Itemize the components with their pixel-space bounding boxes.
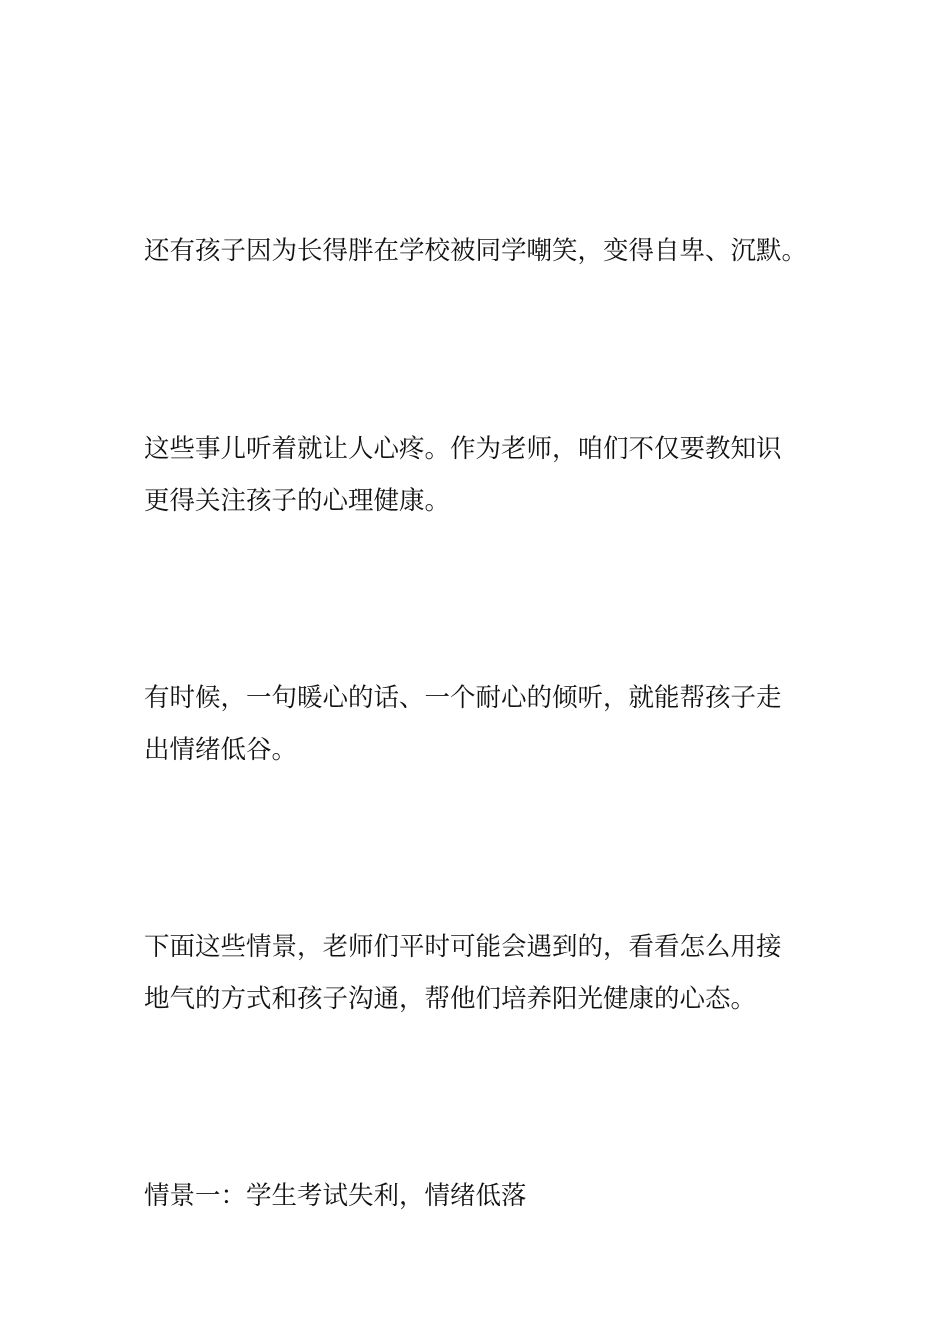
paragraph-teasing — [144, 225, 812, 277]
paragraph-line: 情景一：学生考试失利，情绪低落 — [144, 1181, 527, 1211]
paragraph-scenarios-intro — [144, 921, 812, 1025]
paragraph-line: 地气的方式和孩子沟通，帮他们培养阳光健康的心态。 — [144, 984, 757, 1014]
scenario-one-heading — [144, 1170, 812, 1222]
paragraph-line: 还有孩子因为长得胖在学校被同学嘲笑，变得自卑、沉默。 — [144, 236, 808, 266]
paragraph-line: 更得关注孩子的心理健康。 — [144, 486, 451, 516]
paragraph-line: 下面这些情景，老师们平时可能会遇到的，看看怎么用接 — [144, 932, 782, 962]
paragraph-line: 出情绪低谷。 — [144, 735, 298, 765]
paragraph-heartache — [144, 423, 812, 527]
paragraph-warm-words — [144, 672, 812, 776]
paragraph-line: 有时候，一句暖心的话、一个耐心的倾听，就能帮孩子走 — [144, 683, 782, 713]
paragraph-line: 这些事儿听着就让人心疼。作为老师，咱们不仅要教知识 — [144, 434, 782, 464]
